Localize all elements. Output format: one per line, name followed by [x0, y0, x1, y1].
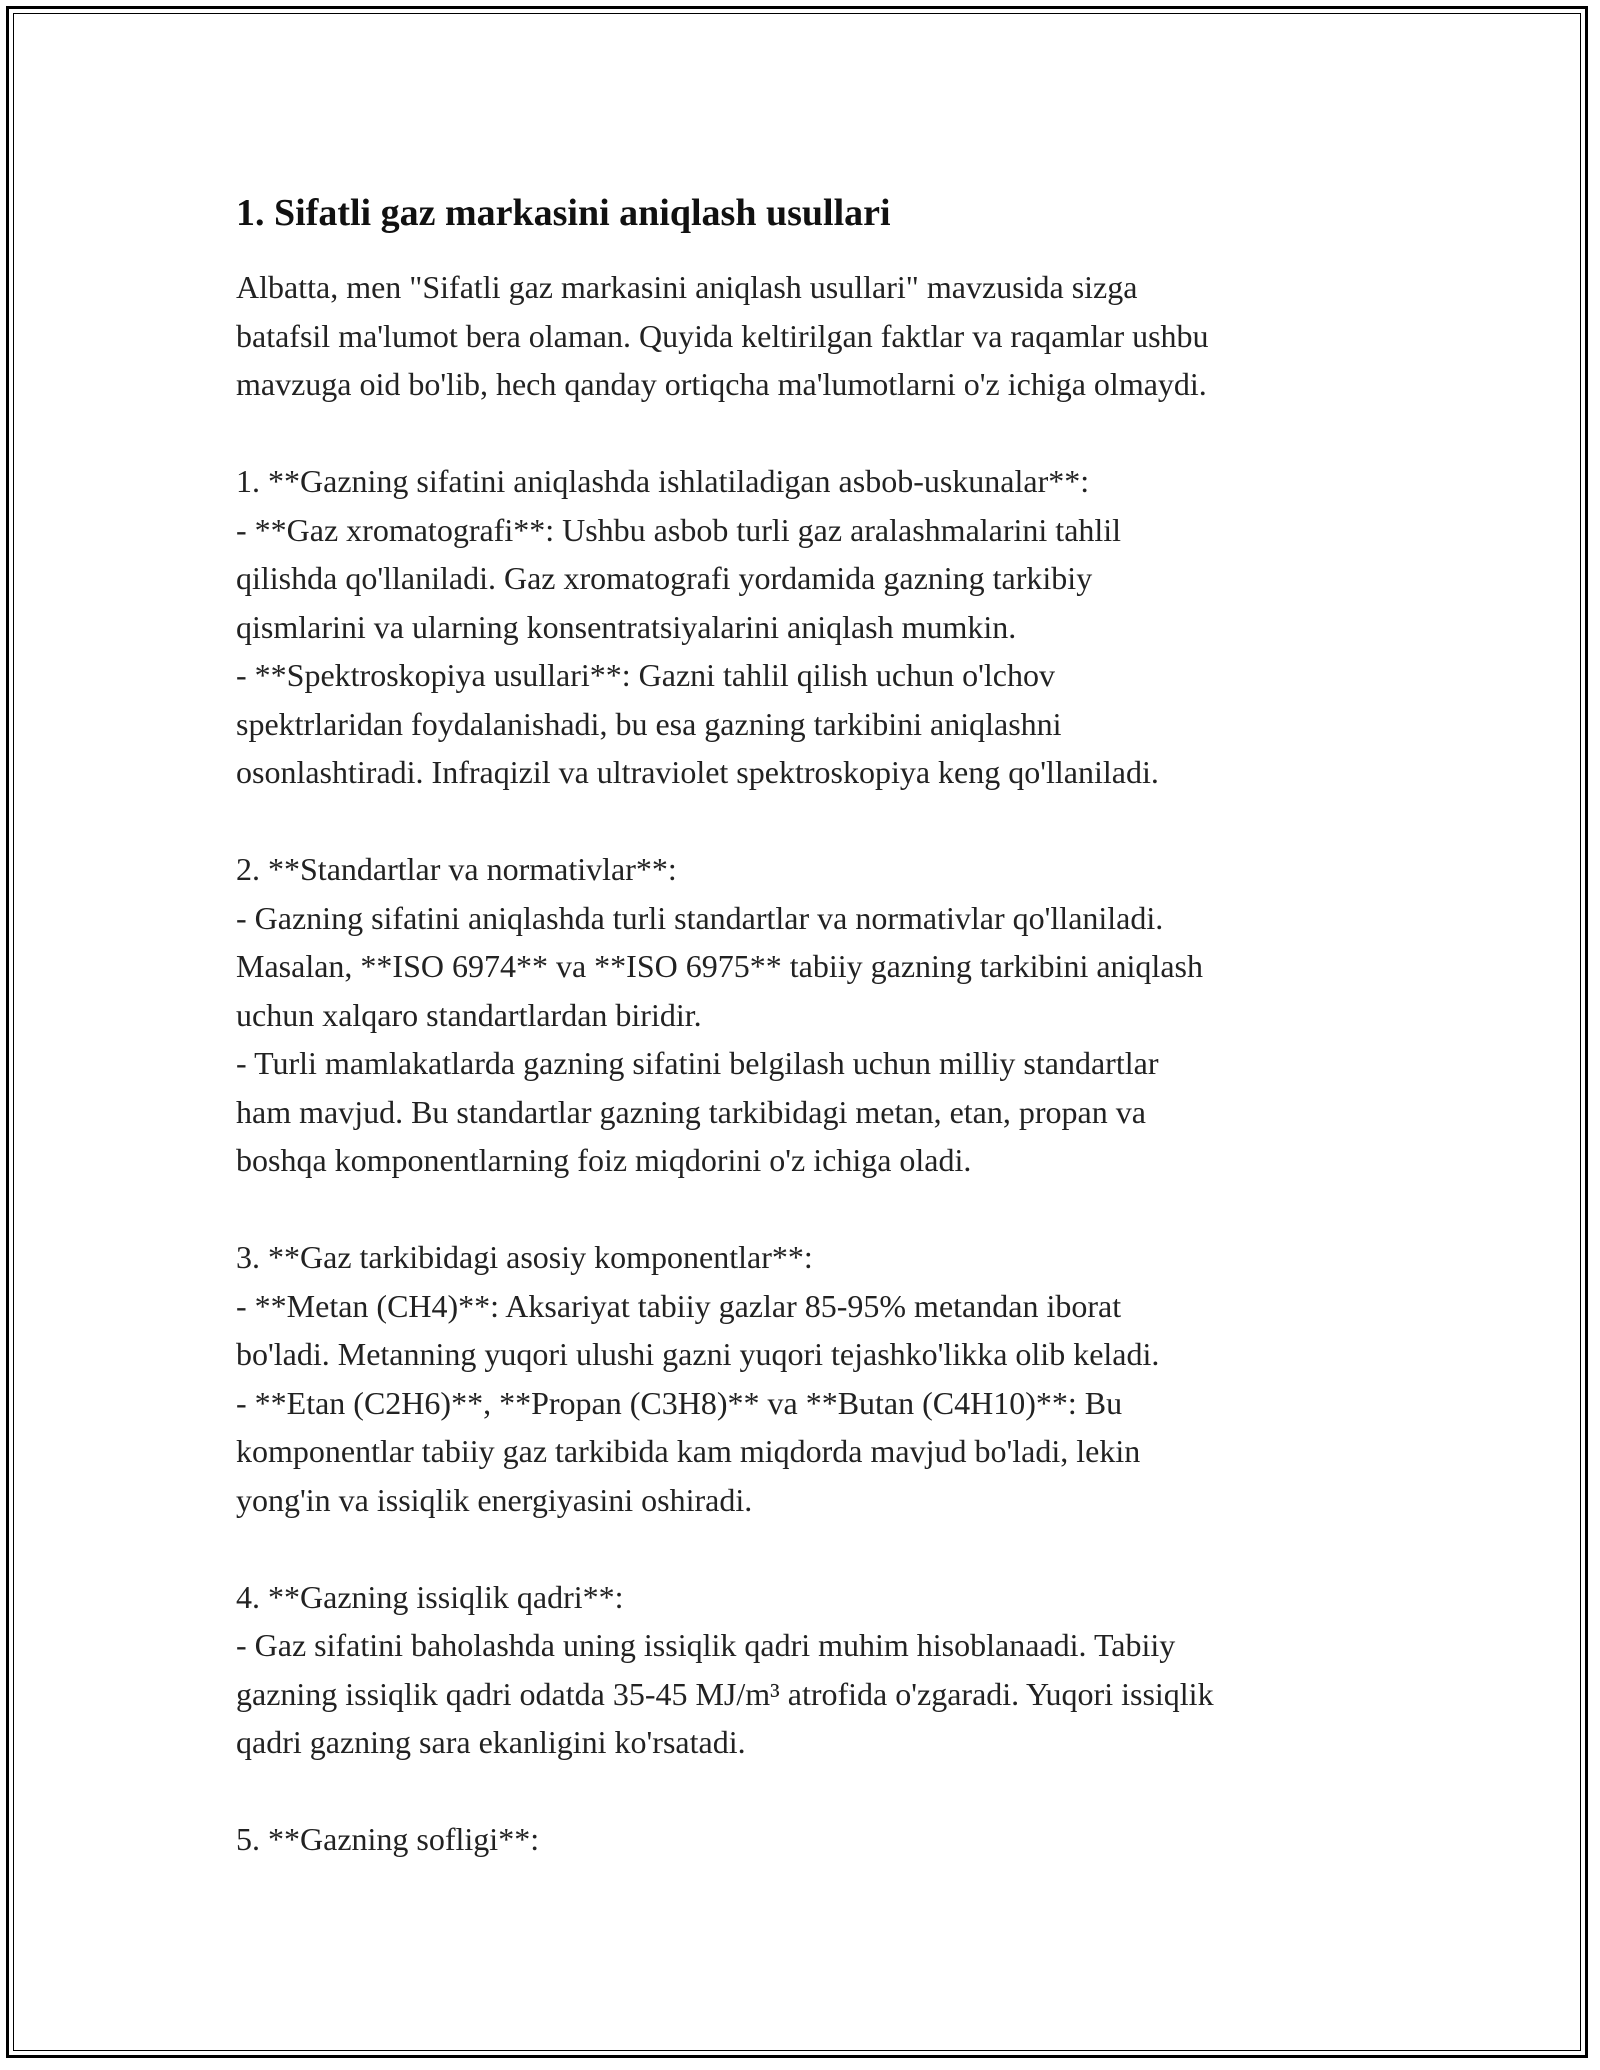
- section-4-heading: 4. **Gazning issiqlik qadri**:: [236, 1578, 624, 1615]
- section-1-heading: 1. **Gazning sifatini aniqlashda ishlatiladigan asbob-uskunalar**:: [236, 463, 1090, 499]
- section-2-heading: 2. **Standartlar va normativlar**:: [236, 851, 677, 887]
- section-2-body: - Gazning sifatini aniqlashda turli standartlar va normativlar qo'llaniladi. Masalan, **ISO 6974** va **ISO 6975** tabiiy gazning tarkibini aniqlash uchun xalqaro standartlardan biridir. - Turli mamlakatlarda gazning sifatini belgilash uchun milliy standartlar ham mavjud. Bu standartlar gazning tarkibidagi metan, etan, propan va boshqa komponentlarning foiz miqdorini o'z ichiga oladi.: [236, 899, 1203, 1178]
- section-3-heading: 3. **Gaz tarkibidagi asosiy komponentlar**:: [236, 1239, 813, 1275]
- paragraph-gap: [236, 409, 1376, 458]
- paragraph-gap: [236, 1767, 1376, 1816]
- document-body: [236, 185, 1376, 1864]
- section-4-body: - Gaz sifatini baholashda uning issiqlik qadri muhim hisoblanaadi. Tabiiy gazning issiqlik qadri odatda 35-45 MJ/m³ atrofida o'zgaradi. Yuqori issiqlik qadri gazning sara ekanligini ko'rsatadi.: [236, 1627, 1214, 1760]
- paragraph-gap: [236, 1185, 1376, 1234]
- paragraph-gap: [236, 1524, 1376, 1573]
- section-5-heading: 5. **Gazning sofligi**:: [236, 1821, 540, 1857]
- section-3-body: - **Metan (CH4)**: Aksariyat tabiiy gazlar 85-95% metandan iborat bo'ladi. Metanning yuqori ulushi gazni yuqori tejashko'likka olib keladi. - **Etan (C2H6)**, **Propan (C3H8)** va **Butan (C4H10)**: Bu komponentlar tabiiy gaz tarkibida kam miqdorda mavjud bo'ladi, lekin yong'in va issiqlik energiyasini oshiradi.: [236, 1287, 1160, 1518]
- intro-paragraph: Albatta, men "Sifatli gaz markasini aniqlash usullari" mavzusida sizga batafsil ma'lumot bera olaman. Quyida keltirilgan faktlar va raqamlar ushbu mavzuga oid bo'lib, hech qanday ortiqcha ma'lumotlarni o'z ichiga olmaydi.: [236, 269, 1209, 402]
- paragraph-gap: [236, 797, 1376, 846]
- document-title: 1. Sifatli gaz markasini aniqlash usullari: [236, 192, 891, 234]
- section-1-body: - **Gaz xromatografi**: Ushbu asbob turli gaz aralashmalarini tahlil qilishda qo'llaniladi. Gaz xromatografi yordamida gazning tarkibiy qismlarini va ularning konsentratsiyalarini aniqlash mumkin. - **Spektroskopiya usullari**: Gazni tahlil qilish uchun o'lchov spektrlaridan foydalanishadi, bu esa gazning tarkibini aniqlashni osonlashtiradi. Infraqizil va ultraviolet spektroskopiya keng qo'llaniladi.: [236, 511, 1159, 790]
